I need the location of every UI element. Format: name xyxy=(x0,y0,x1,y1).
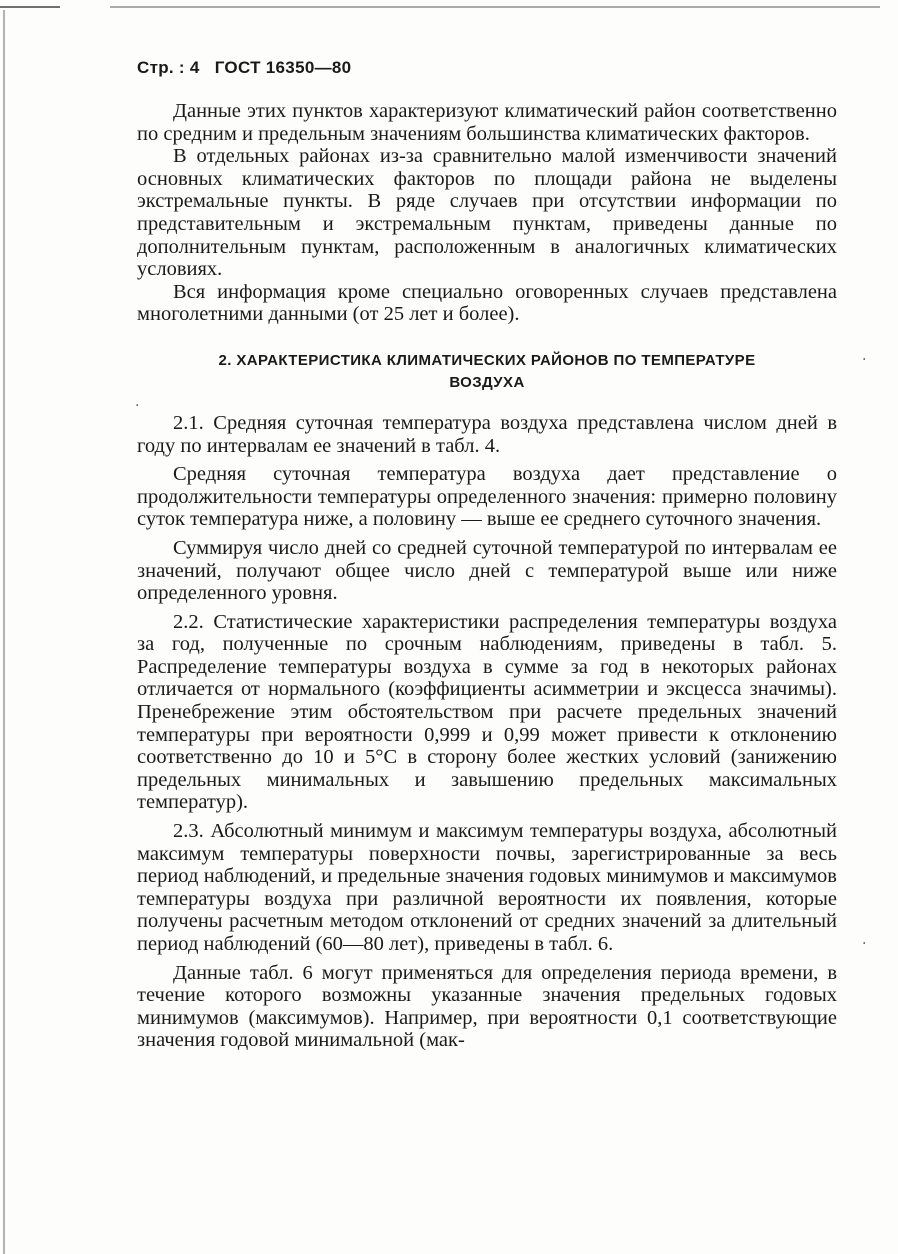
paragraph: В отдельных районах из-за сравнительно малой изменчивости значений основных климатических факторов по площади района не выделены экстремальные пункты. В ряде случаев при отсутствии информации по представительным и экстремальным пунктам, приведены данные по дополнительным пунктам, расположенным в аналогичных климатических условиях. xyxy=(137,145,837,281)
document-body xyxy=(137,100,837,1052)
paragraph: Суммируя число дней со средней суточной температурой по интервалам ее значений, получают общее число дней с температурой выше или ниже определенного уровня. xyxy=(137,536,837,605)
scan-edge-left xyxy=(3,10,5,1254)
scan-edge-top xyxy=(0,6,898,8)
page-number: Стр. : 4 xyxy=(137,58,200,77)
section-heading-line1: 2. ХАРАКТЕРИСТИКА КЛИМАТИЧЕСКИХ РАЙОНОВ ПО ТЕМПЕРАТУРЕ xyxy=(218,351,756,369)
paragraph: 2.1. Средняя суточная температура воздуха представлена числом дней в году по интервалам ее значений в табл. 4. xyxy=(137,411,837,457)
scan-speck: · xyxy=(862,936,867,952)
paragraph: 2.3. Абсолютный минимум и максимум температуры воздуха, абсолютный максимум температуры поверхности почвы, зарегистрированные за весь период наблюдений, и предельные значения годовых минимумов и максимумов температуры воздуха при различной вероятности их появления, которые получены расчетным методом отклонений от средних значений за длительный период наблюдений (60—80 лет), приведены в табл. 6. xyxy=(137,820,837,955)
section-heading xyxy=(137,350,837,394)
paragraph: Средняя суточная температура воздуха дает представление о продолжительности температуры определенного значения: примерно половину суток температура ниже, а половину — выше ее среднего суточного значения. xyxy=(137,463,837,531)
paragraph: Данные табл. 6 могут применяться для определения периода времени, в течение которого возможны указанные значения предельных годовых минимумов (максимумов). Например, при вероятности 0,1 соответствующие значения годовой минимальной (мак- xyxy=(137,961,837,1052)
section-heading-line2: ВОЗДУХА xyxy=(449,373,525,391)
standard-code: ГОСТ 16350—80 xyxy=(214,58,352,77)
scan-speck: · xyxy=(135,398,140,414)
paragraph: Данные этих пунктов характеризуют климатический район соответственно по средним и предельным значениям большинства климатических факторов. xyxy=(137,100,837,145)
scan-speck: · xyxy=(862,352,867,368)
page-header xyxy=(137,58,361,78)
paragraph: Вся информация кроме специально оговоренных случаев представлена многолетними данными (от 25 лет и более). xyxy=(137,280,837,326)
paragraph: 2.2. Статистические характеристики распределения температуры воздуха за год, полученные по срочным наблюдениям, приведены в табл. 5. Распределение температуры воздуха в сумме за год в некоторых районах отличается от нормального (коэффициенты асимметрии и эксцесса значимы). Пренебрежение этим обстоятельством при расчете предельных значений температуры при вероятности 0,999 и 0,99 может привести к отклонению соответственно до 10 и 5°С в сторону более жестких условий (занижению предельных минимальных и завышению предельных максимальных температур). xyxy=(137,610,837,814)
